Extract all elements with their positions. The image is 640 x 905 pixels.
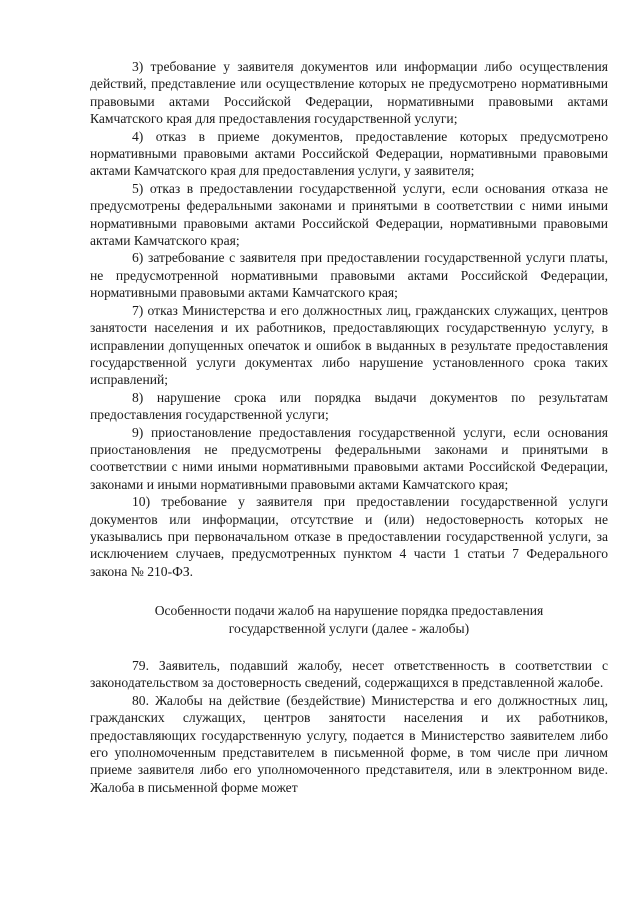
section-heading-line-1: Особенности подачи жалоб на нарушение порядка предоставления (154, 603, 544, 619)
paragraph-item-9: 9) приостановление предоставления государственной услуги, если основания приостановления не предусмотрены федеральными законами и принятыми в соответствии с ними иными нормативными правовыми актами Российской Федерации, законами и иными нормативными правовыми актами Камчатского края; (90, 424, 608, 492)
paragraph-item-8: 8) нарушение срока или порядка выдачи документов по результатам предоставления государственной услуги; (90, 389, 608, 423)
paragraph-item-5: 5) отказ в предоставлении государственной услуги, если основания отказа не предусмотрены федеральными законами и принятыми в соответствии с ними иными нормативными правовыми актами Российской Федерации, нормативными правовыми актами Камчатского края; (90, 180, 608, 249)
paragraph-item-10: 10) требование у заявителя при предоставлении государственной услуги документов или информации, отсутствие и (или) недостоверность которых не указывались при первоначальном отказе в предоставлении государственной услуги, за исключением случаев, предусмотренных пунктом 4 части 1 статьи 7 Федерального закона № 210-ФЗ. (90, 494, 608, 579)
paragraph-item-4: 4) отказ в приеме документов, предоставление которых предусмотрено нормативными правовыми актами Российской Федерации, нормативными правовыми актами Камчатского края для предоставления услуги, у заявителя; (90, 128, 608, 179)
document-page (90, 58, 608, 796)
paragraph-80: 80. Жалобы на действие (бездействие) Министерства и его должностных лиц, гражданских служащих, центров занятости населения и их работников, предоставляющих государственную услугу, подается в Министерство заявителем либо его уполномоченным представителем в письменной форме, в том числе при личном приеме заявителя либо его уполномоченного представителя, или в электронном виде. Жалоба в письменной форме может (90, 692, 608, 795)
section-heading (90, 602, 608, 637)
paragraph-79: 79. Заявитель, подавший жалобу, несет ответственность в соответствии с законодательством за достоверность сведений, содержащихся в представленной жалобе. (90, 658, 608, 691)
paragraph-item-7: 7) отказ Министерства и его должностных лиц, гражданских служащих, центров занятости населения и их работников, предоставляющих государственную услугу, в исправлении допущенных опечаток и ошибок в выданных в результате предоставления государственной услуги документах либо нарушение установленного срока таких исправлений; (90, 302, 608, 388)
paragraph-item-3: 3) требование у заявителя документов или информации либо осуществления действий, представление или осуществление которых не предусмотрено нормативными правовыми актами Российской Федерации, нормативными правовыми актами Камчатского края для предоставления государственной услуги; (90, 59, 608, 127)
paragraph-item-6: 6) затребование с заявителя при предоставлении государственной услуги платы, не предусмотренной нормативными правовыми актами Российской Федерации, нормативными правовыми актами Камчатского края; (90, 250, 608, 301)
section-heading-line-2: государственной услуги (далее - жалобы) (228, 620, 470, 636)
